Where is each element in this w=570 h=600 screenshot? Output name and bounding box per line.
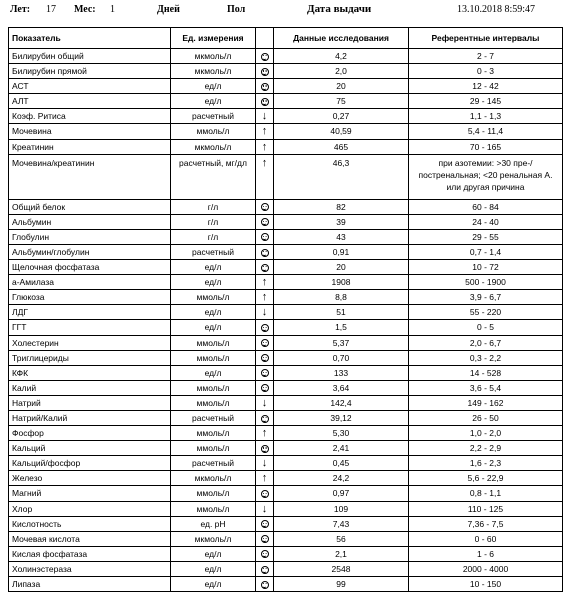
parameter-name: АЛТ (9, 94, 171, 109)
unit: ед/л (171, 320, 256, 335)
reference-range: 12 - 42 (409, 79, 563, 94)
result-value: 2,0 (274, 64, 409, 79)
table-row (9, 546, 563, 561)
arrow-up-icon: ↑ (261, 276, 268, 289)
status-flag (256, 199, 274, 214)
status-flag (256, 154, 274, 199)
arrow-down-icon: ↓ (261, 396, 268, 409)
unit: ммоль/л (171, 335, 256, 350)
parameter-name: Мочевина (9, 124, 171, 139)
issue-date-label: Дата выдачи (307, 3, 372, 15)
table-row (9, 516, 563, 531)
smiley-icon (261, 249, 269, 257)
parameter-name: Калий (9, 380, 171, 395)
result-value: 51 (274, 305, 409, 320)
results-table (8, 27, 563, 592)
status-flag (256, 365, 274, 380)
reference-range: 26 - 50 (409, 410, 563, 425)
result-value: 0,45 (274, 456, 409, 471)
table-row (9, 456, 563, 471)
smiley-icon (261, 53, 269, 61)
reference-range: 2000 - 4000 (409, 561, 563, 576)
reference-range: 3,6 - 5,4 (409, 380, 563, 395)
status-flag (256, 456, 274, 471)
parameter-name: Хлор (9, 501, 171, 516)
smiley-icon (261, 264, 269, 272)
unit: ммоль/л (171, 486, 256, 501)
smiley-icon (261, 218, 269, 226)
table-row (9, 335, 563, 350)
result-value: 0,70 (274, 350, 409, 365)
result-value: 56 (274, 531, 409, 546)
parameter-name: Щелочная фосфатаза (9, 260, 171, 275)
unit: ммоль/л (171, 290, 256, 305)
reference-range: 1,1 - 1,3 (409, 109, 563, 124)
table-row (9, 260, 563, 275)
age-value: 17 (46, 4, 56, 15)
age-label: Лет: (10, 4, 31, 15)
table-row (9, 64, 563, 79)
table-row (9, 214, 563, 229)
unit: расчетный (171, 109, 256, 124)
status-flag (256, 380, 274, 395)
reference-range: 24 - 40 (409, 214, 563, 229)
reference-range: 149 - 162 (409, 395, 563, 410)
status-flag (256, 275, 274, 290)
parameter-name: Коэф. Ритиса (9, 109, 171, 124)
reference-range: 14 - 528 (409, 365, 563, 380)
status-flag (256, 577, 274, 592)
reference-range: 0,8 - 1,1 (409, 486, 563, 501)
table-row (9, 531, 563, 546)
parameter-name: а-Амилаза (9, 275, 171, 290)
table-row (9, 577, 563, 592)
result-value: 2,1 (274, 546, 409, 561)
unit: мкмоль/л (171, 64, 256, 79)
parameter-name: Липаза (9, 577, 171, 592)
parameter-name: Триглицериды (9, 350, 171, 365)
smiley-icon (261, 98, 269, 106)
unit: мкмоль/л (171, 531, 256, 546)
unit: ммоль/л (171, 395, 256, 410)
table-row (9, 79, 563, 94)
table-row (9, 139, 563, 154)
reference-range: 0 - 60 (409, 531, 563, 546)
unit: г/л (171, 214, 256, 229)
arrow-down-icon: ↓ (261, 502, 268, 515)
reference-range: 5,6 - 22,9 (409, 471, 563, 486)
arrow-up-icon: ↑ (261, 472, 268, 485)
status-flag (256, 471, 274, 486)
reference-range: 10 - 72 (409, 260, 563, 275)
smiley-icon (261, 68, 269, 76)
unit: ед/л (171, 94, 256, 109)
reference-range: 1,6 - 2,3 (409, 456, 563, 471)
result-value: 40,59 (274, 124, 409, 139)
status-flag (256, 531, 274, 546)
unit: ммоль/л (171, 501, 256, 516)
smiley-icon (261, 384, 269, 392)
status-flag (256, 94, 274, 109)
parameter-name: Альбумин (9, 214, 171, 229)
result-value: 4,2 (274, 49, 409, 64)
smiley-icon (261, 445, 269, 453)
table-row (9, 94, 563, 109)
smiley-icon (261, 520, 269, 528)
parameter-name: Натрий/Калий (9, 410, 171, 425)
status-flag (256, 561, 274, 576)
parameter-name: Холестерин (9, 335, 171, 350)
reference-range: 0 - 3 (409, 64, 563, 79)
unit: ммоль/л (171, 426, 256, 441)
unit: ед/л (171, 546, 256, 561)
table-row (9, 320, 563, 335)
parameter-name: Кислотность (9, 516, 171, 531)
reference-range: при азотемии: >30 пре-/постренальная; <20 ренальная А. или другая причина (409, 154, 563, 199)
parameter-name: Глобулин (9, 229, 171, 244)
column-header-reference: Референтные интервалы (409, 28, 563, 49)
reference-range: 2,0 - 6,7 (409, 335, 563, 350)
unit: расчетный (171, 410, 256, 425)
status-flag (256, 124, 274, 139)
arrow-up-icon: ↑ (261, 427, 268, 440)
table-row (9, 124, 563, 139)
smiley-icon (261, 203, 269, 211)
table-row (9, 49, 563, 64)
result-value: 5,30 (274, 426, 409, 441)
smiley-icon (261, 354, 269, 362)
result-value: 3,64 (274, 380, 409, 395)
unit: ммоль/л (171, 380, 256, 395)
result-value: 99 (274, 577, 409, 592)
status-flag (256, 290, 274, 305)
result-value: 2,41 (274, 441, 409, 456)
smiley-icon (261, 550, 269, 558)
table-row (9, 290, 563, 305)
status-flag (256, 49, 274, 64)
reference-range: 500 - 1900 (409, 275, 563, 290)
months-value: 1 (110, 4, 115, 15)
arrow-up-icon: ↑ (261, 291, 268, 304)
column-header-parameter: Показатель (9, 28, 171, 49)
table-row (9, 275, 563, 290)
table-row (9, 305, 563, 320)
arrow-down-icon: ↓ (261, 457, 268, 470)
unit: ед/л (171, 275, 256, 290)
unit: ед/л (171, 365, 256, 380)
reference-range: 2 - 7 (409, 49, 563, 64)
parameter-name: Билирубин прямой (9, 64, 171, 79)
unit: ед. pH (171, 516, 256, 531)
table-row (9, 426, 563, 441)
unit: ед/л (171, 305, 256, 320)
table-header-row (9, 28, 563, 49)
status-flag (256, 64, 274, 79)
status-flag (256, 426, 274, 441)
parameter-name: Фосфор (9, 426, 171, 441)
parameter-name: Кислая фосфатаза (9, 546, 171, 561)
result-value: 1,5 (274, 320, 409, 335)
parameter-name: Кальций (9, 441, 171, 456)
arrow-down-icon: ↓ (261, 306, 268, 319)
result-value: 82 (274, 199, 409, 214)
arrow-up-icon: ↑ (261, 125, 268, 138)
reference-range: 110 - 125 (409, 501, 563, 516)
result-value: 465 (274, 139, 409, 154)
months-label: Мес: (74, 4, 96, 15)
result-value: 39 (274, 214, 409, 229)
result-value: 43 (274, 229, 409, 244)
reference-range: 7,36 - 7,5 (409, 516, 563, 531)
parameter-name: Кальций/фосфор (9, 456, 171, 471)
result-value: 0,91 (274, 244, 409, 259)
reference-range: 0,7 - 1,4 (409, 244, 563, 259)
table-row (9, 380, 563, 395)
status-flag (256, 516, 274, 531)
result-value: 109 (274, 501, 409, 516)
arrow-down-icon: ↓ (261, 110, 268, 123)
parameter-name: Креатинин (9, 139, 171, 154)
arrow-up-icon: ↑ (261, 140, 268, 153)
table-body (9, 49, 563, 592)
result-value: 0,27 (274, 109, 409, 124)
unit: ед/л (171, 561, 256, 576)
parameter-name: Железо (9, 471, 171, 486)
status-flag (256, 260, 274, 275)
result-value: 133 (274, 365, 409, 380)
table-row (9, 244, 563, 259)
unit: мкмоль/л (171, 139, 256, 154)
status-flag (256, 410, 274, 425)
unit: ммоль/л (171, 124, 256, 139)
reference-range: 1,0 - 2,0 (409, 426, 563, 441)
status-flag (256, 350, 274, 365)
parameter-name: Натрий (9, 395, 171, 410)
table-row (9, 229, 563, 244)
unit: расчетный (171, 244, 256, 259)
parameter-name: Общий белок (9, 199, 171, 214)
status-flag (256, 139, 274, 154)
reference-range: 60 - 84 (409, 199, 563, 214)
table-row (9, 501, 563, 516)
table-row (9, 350, 563, 365)
column-header-unit: Ед. измерения (171, 28, 256, 49)
status-flag (256, 109, 274, 124)
status-flag (256, 305, 274, 320)
result-value: 20 (274, 79, 409, 94)
unit: ед/л (171, 577, 256, 592)
report-header (0, 0, 570, 22)
parameter-name: Мочевая кислота (9, 531, 171, 546)
arrow-up-icon: ↑ (261, 156, 268, 169)
unit: г/л (171, 229, 256, 244)
smiley-icon (261, 490, 269, 498)
reference-range: 1 - 6 (409, 546, 563, 561)
smiley-icon (261, 581, 269, 589)
column-header-value: Данные исследования (274, 28, 409, 49)
unit: ммоль/л (171, 350, 256, 365)
status-flag (256, 335, 274, 350)
status-flag (256, 395, 274, 410)
result-value: 0,97 (274, 486, 409, 501)
result-value: 2548 (274, 561, 409, 576)
reference-range: 10 - 150 (409, 577, 563, 592)
parameter-name: АСТ (9, 79, 171, 94)
result-value: 7,43 (274, 516, 409, 531)
status-flag (256, 229, 274, 244)
parameter-name: ГГТ (9, 320, 171, 335)
unit: мкмоль/л (171, 471, 256, 486)
table-row (9, 471, 563, 486)
parameter-name: Мочевина/креатинин (9, 154, 171, 199)
parameter-name: Глюкоза (9, 290, 171, 305)
result-value: 39,12 (274, 410, 409, 425)
table-row (9, 109, 563, 124)
smiley-icon (261, 324, 269, 332)
parameter-name: Билирубин общий (9, 49, 171, 64)
table-row (9, 199, 563, 214)
reference-range: 0,3 - 2,2 (409, 350, 563, 365)
smiley-icon (261, 566, 269, 574)
unit: г/л (171, 199, 256, 214)
status-flag (256, 244, 274, 259)
unit: ед/л (171, 260, 256, 275)
parameter-name: Магний (9, 486, 171, 501)
result-value: 142,4 (274, 395, 409, 410)
reference-range: 0 - 5 (409, 320, 563, 335)
reference-range: 55 - 220 (409, 305, 563, 320)
smiley-icon (261, 233, 269, 241)
smiley-icon (261, 369, 269, 377)
table-row (9, 365, 563, 380)
reference-range: 29 - 55 (409, 229, 563, 244)
status-flag (256, 441, 274, 456)
smiley-icon (261, 535, 269, 543)
status-flag (256, 320, 274, 335)
reference-range: 5,4 - 11,4 (409, 124, 563, 139)
result-value: 1908 (274, 275, 409, 290)
status-flag (256, 501, 274, 516)
unit: ед/л (171, 79, 256, 94)
issue-datetime: 13.10.2018 8:59:47 (457, 4, 536, 15)
table-row (9, 154, 563, 199)
table-row (9, 395, 563, 410)
unit: мкмоль/л (171, 49, 256, 64)
parameter-name: КФК (9, 365, 171, 380)
status-flag (256, 79, 274, 94)
result-value: 75 (274, 94, 409, 109)
reference-range: 2,2 - 2,9 (409, 441, 563, 456)
table-row (9, 561, 563, 576)
parameter-name: Холинэстераза (9, 561, 171, 576)
result-value: 46,3 (274, 154, 409, 199)
table-row (9, 486, 563, 501)
result-value: 24,2 (274, 471, 409, 486)
status-flag (256, 486, 274, 501)
smiley-icon (261, 339, 269, 347)
smiley-icon (261, 83, 269, 91)
reference-range: 3,9 - 6,7 (409, 290, 563, 305)
result-value: 8,8 (274, 290, 409, 305)
smiley-icon (261, 415, 269, 423)
column-header-flag (256, 28, 274, 49)
table-row (9, 441, 563, 456)
status-flag (256, 214, 274, 229)
unit: расчетный, мг/дл (171, 154, 256, 199)
parameter-name: ЛДГ (9, 305, 171, 320)
table-row (9, 410, 563, 425)
sex-label: Пол (227, 4, 246, 15)
reference-range: 70 - 165 (409, 139, 563, 154)
parameter-name: Альбумин/глобулин (9, 244, 171, 259)
days-label: Дней (157, 4, 180, 15)
reference-range: 29 - 145 (409, 94, 563, 109)
unit: ммоль/л (171, 441, 256, 456)
result-value: 20 (274, 260, 409, 275)
result-value: 5,37 (274, 335, 409, 350)
unit: расчетный (171, 456, 256, 471)
status-flag (256, 546, 274, 561)
